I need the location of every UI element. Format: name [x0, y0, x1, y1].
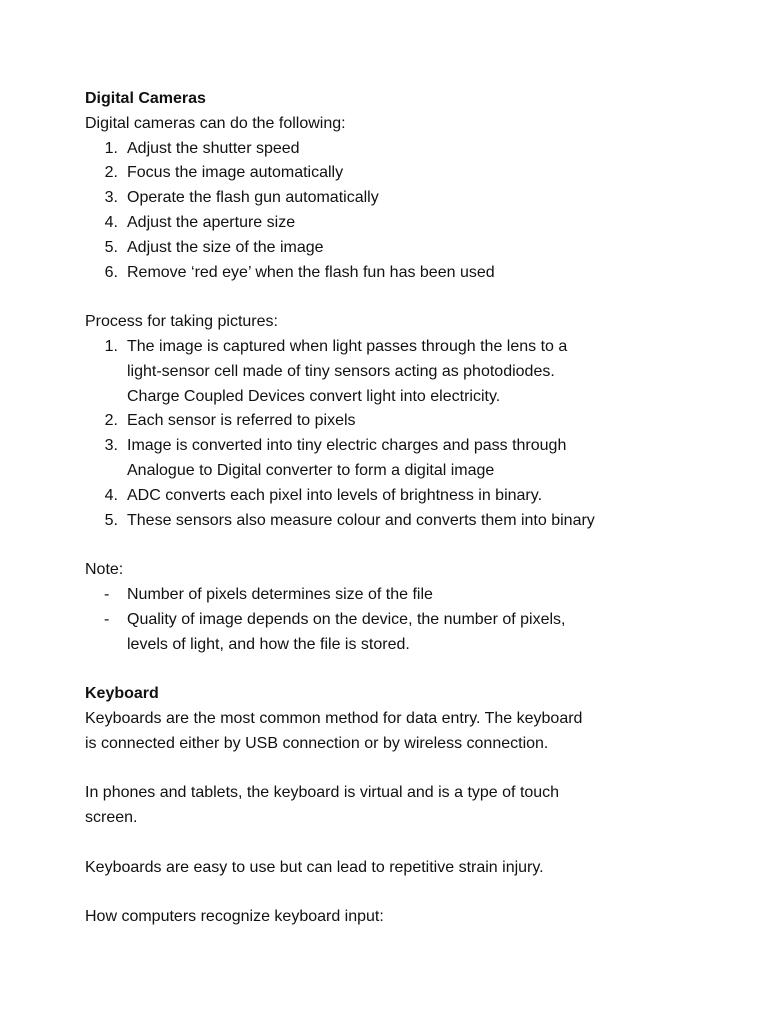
list-item [85, 211, 625, 236]
spacer [85, 285, 625, 310]
list-item [85, 335, 625, 409]
spacer [85, 831, 625, 856]
text-line: Quality of image depends on the device, the number of pixels, [127, 610, 566, 628]
list-number: 2. [104, 412, 118, 430]
list-item-text [127, 434, 625, 484]
list-item [85, 434, 625, 484]
list-item [85, 186, 625, 211]
list-item-text [127, 335, 625, 409]
spacer [85, 533, 625, 558]
paragraph-keyboard-1 [85, 707, 625, 757]
list-number: 3. [104, 437, 118, 455]
paragraph-process-intro: Process for taking pictures: [85, 313, 278, 331]
text-line: Focus the image automatically [127, 164, 344, 182]
text-line: is connected either by USB connection or by wireless connection. [85, 734, 549, 752]
paragraph-keyboard-2 [85, 781, 625, 831]
list-item [85, 484, 625, 509]
text-line: Operate the flash gun automatically [127, 189, 379, 207]
list-item [85, 509, 625, 534]
paragraph-keyboard-4 [85, 905, 625, 930]
section-heading-digital-cameras: Digital Cameras [85, 90, 206, 107]
list-item [85, 409, 625, 434]
list-item [85, 608, 625, 658]
paragraph-keyboard-3 [85, 856, 625, 881]
document-page [85, 87, 625, 930]
list-number: 4. [104, 486, 118, 504]
text-line: Remove ‘red eye’ when the flash fun has been used [127, 263, 495, 281]
list-item-text [127, 261, 625, 286]
spacer [85, 757, 625, 782]
paragraph-intro: Digital cameras can do the following: [85, 114, 346, 132]
text-line: Keyboards are easy to use but can lead to repetitive strain injury. [85, 858, 544, 876]
list-item-text [127, 161, 625, 186]
text-line: Number of pixels determines size of the file [127, 585, 433, 603]
abilities-list [85, 137, 625, 286]
list-item-text [127, 211, 625, 236]
note-label: Note: [85, 561, 124, 579]
list-number: 2. [104, 164, 118, 182]
list-item [85, 583, 625, 608]
text-line: The image is captured when light passes through the lens to a [127, 337, 568, 355]
text-line: light-sensor cell made of tiny sensors acting as photodiodes. [127, 362, 555, 380]
text-line: Adjust the shutter speed [127, 139, 300, 157]
notes-list [85, 583, 625, 657]
list-item-text [127, 137, 625, 162]
text-line: Image is converted into tiny electric charges and pass through [127, 437, 567, 455]
text-line: levels of light, and how the file is stored. [127, 635, 410, 653]
text-line: Adjust the size of the image [127, 238, 324, 256]
bullet-dash: - [104, 610, 110, 628]
list-item-text [127, 608, 625, 658]
list-item-text [127, 236, 625, 261]
spacer [85, 657, 625, 682]
bullet-dash: - [104, 585, 110, 603]
text-line: How computers recognize keyboard input: [85, 908, 384, 926]
text-line: Analogue to Digital converter to form a digital image [127, 461, 495, 479]
list-number: 6. [104, 263, 118, 281]
list-number: 5. [104, 511, 118, 529]
list-item-text [127, 484, 625, 509]
spacer [85, 881, 625, 906]
text-line: screen. [85, 809, 138, 827]
text-line: These sensors also measure colour and converts them into binary [127, 511, 595, 529]
list-number: 3. [104, 189, 118, 207]
text-line: Charge Coupled Devices convert light into electricity. [127, 387, 501, 405]
text-line: In phones and tablets, the keyboard is virtual and is a type of touch [85, 784, 560, 802]
text-line: ADC converts each pixel into levels of brightness in binary. [127, 486, 543, 504]
list-number: 5. [104, 238, 118, 256]
list-number: 4. [104, 213, 118, 231]
list-number: 1. [104, 139, 118, 157]
text-line: Keyboards are the most common method for data entry. The keyboard [85, 709, 583, 727]
list-item-text [127, 583, 625, 608]
list-item [85, 236, 625, 261]
text-line: Each sensor is referred to pixels [127, 412, 356, 430]
list-item [85, 137, 625, 162]
list-item-text [127, 409, 625, 434]
text-line: Adjust the aperture size [127, 213, 296, 231]
list-item-text [127, 509, 625, 534]
section-heading-keyboard: Keyboard [85, 685, 159, 703]
process-list [85, 335, 625, 533]
list-item-text [127, 186, 625, 211]
list-number: 1. [104, 337, 118, 355]
list-item [85, 161, 625, 186]
list-item [85, 261, 625, 286]
